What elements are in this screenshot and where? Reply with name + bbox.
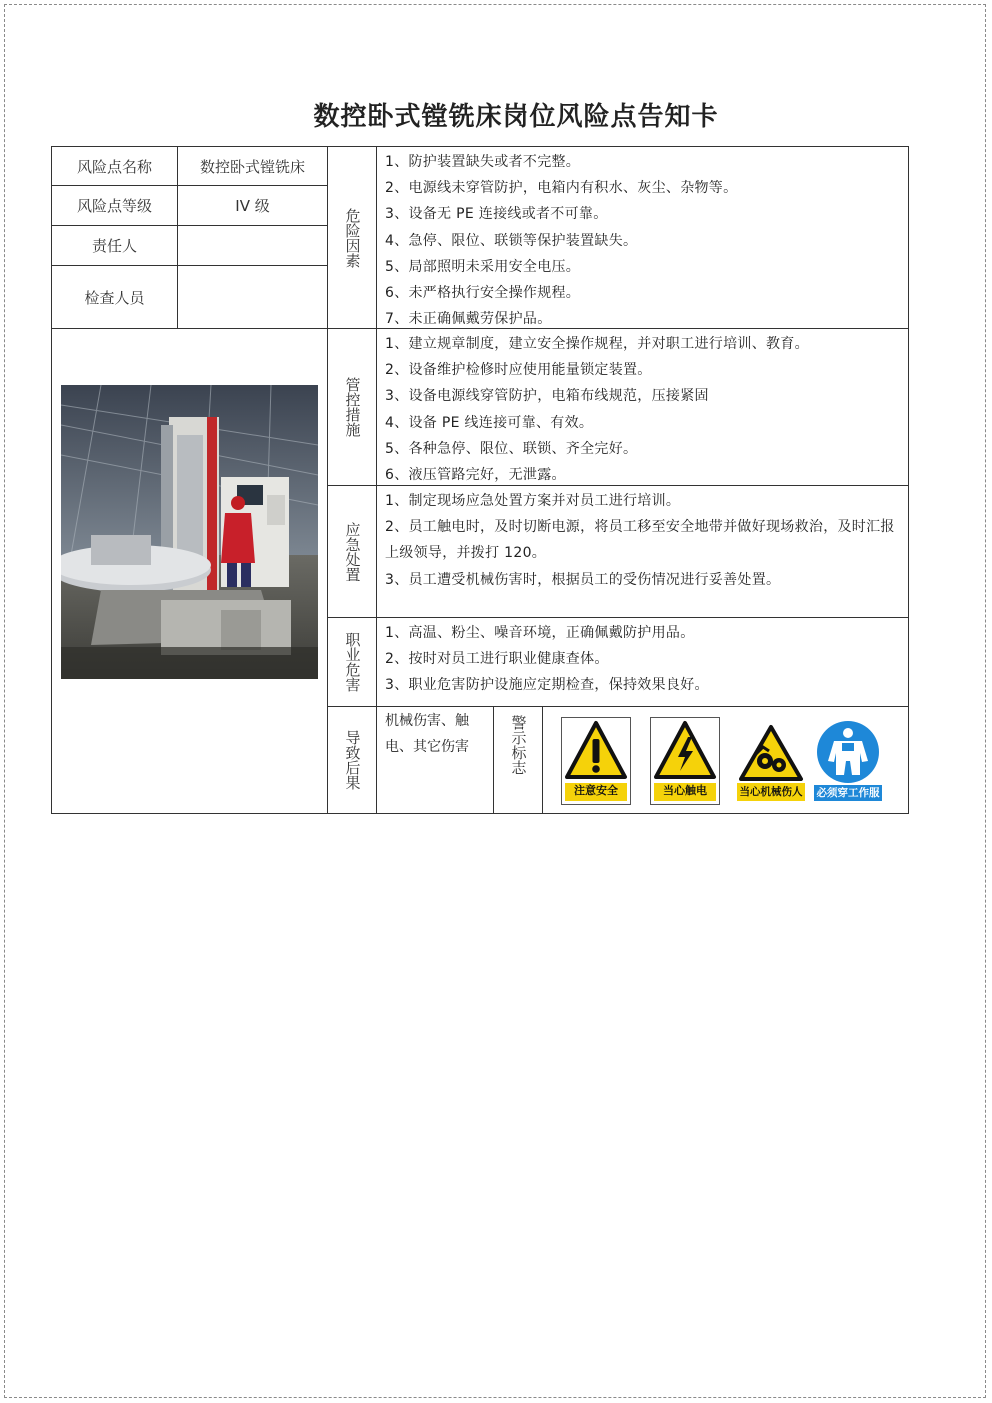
list-item: 1、建立规章制度，建立安全操作规程，并对职工进行培训、教育。 xyxy=(385,336,809,352)
risk-notice-card xyxy=(51,146,909,814)
list-item: 4、急停、限位、联锁等保护装置缺失。 xyxy=(385,232,638,249)
risk-level-value: IV 级 xyxy=(177,185,328,226)
list-item: 3、设备电源线穿管防护，电箱布线规范，压接紧固 xyxy=(385,388,709,405)
machine-photo xyxy=(61,385,318,679)
list-item: 3、员工遭受机械伤害时，根据员工的受伤情况进行妥善处置。 xyxy=(385,571,781,588)
controls-list xyxy=(376,328,909,486)
list-item: 6、液压管路完好，无泄露。 xyxy=(385,467,566,484)
list-item: 5、各种急停、限位、联锁、齐全完好。 xyxy=(385,440,638,457)
list-item: 1、制定现场应急处置方案并对员工进行培训。 xyxy=(385,493,681,509)
list-item: 5、局部照明未采用安全电压。 xyxy=(385,258,581,275)
risk-name-value: 数控卧式镗铣床 xyxy=(177,146,328,186)
sign-caption: 当心机械伤人 xyxy=(739,786,803,798)
emergency-list xyxy=(376,485,909,618)
controls-section-label: 管控措施 xyxy=(327,328,377,486)
photo-cell xyxy=(51,328,328,814)
hazards-list xyxy=(376,146,909,329)
responsible-label: 责任人 xyxy=(51,225,178,266)
occupational-section-label: 职业危害 xyxy=(327,617,377,707)
sign-electric xyxy=(650,717,720,805)
list-item: 6、未严格执行安全操作规程。 xyxy=(385,285,581,302)
list-item: 2、员工触电时，及时切断电源，将员工移至安全地带并做好现场救治，及时汇报上级领导，并拨打 120。 xyxy=(385,519,895,562)
hazards-section-label: 危险因素 xyxy=(327,146,377,329)
list-item: 1、防护装置缺失或者不完整。 xyxy=(385,154,581,170)
list-item: 1、高温、粉尘、噪音环境，正确佩戴防护用品。 xyxy=(385,625,695,641)
risk-name-label: 风险点名称 xyxy=(51,146,178,186)
sign-caption: 注意安全 xyxy=(574,784,618,797)
warning-section-label: 警示标志 xyxy=(493,706,543,814)
list-item: 3、职业危害防护设施应定期检查，保持效果良好。 xyxy=(385,677,709,694)
occupational-list xyxy=(376,617,909,707)
emergency-section-label: 应急处置 xyxy=(327,485,377,618)
sign-mechanical xyxy=(735,717,807,805)
list-item: 2、设备维护检修时应使用能量锁定装置。 xyxy=(385,362,652,379)
inspector-label: 检查人员 xyxy=(51,265,178,329)
list-item: 4、设备 PE 线连接可靠、有效。 xyxy=(385,414,594,431)
inspector-value xyxy=(177,265,328,329)
sign-caption: 必须穿工作服 xyxy=(816,787,880,799)
consequences-section-label: 导致后果 xyxy=(327,706,377,814)
sign-caution xyxy=(561,717,631,805)
consequences-text: 机械伤害、触电、其它伤害 xyxy=(376,706,494,814)
list-item: 2、电源线未穿管防护，电箱内有积水、灰尘、杂物等。 xyxy=(385,180,738,197)
sign-caption: 当心触电 xyxy=(663,784,707,797)
responsible-value xyxy=(177,225,328,266)
risk-level-label: 风险点等级 xyxy=(51,185,178,226)
list-item: 7、未正确佩戴劳保护品。 xyxy=(385,311,552,328)
list-item: 2、按时对员工进行职业健康查体。 xyxy=(385,651,609,668)
sign-workwear xyxy=(812,717,884,805)
list-item: 3、设备无 PE 连接线或者不可靠。 xyxy=(385,206,608,223)
page-title: 数控卧式镗铣床岗位风险点告知卡 xyxy=(313,102,719,132)
